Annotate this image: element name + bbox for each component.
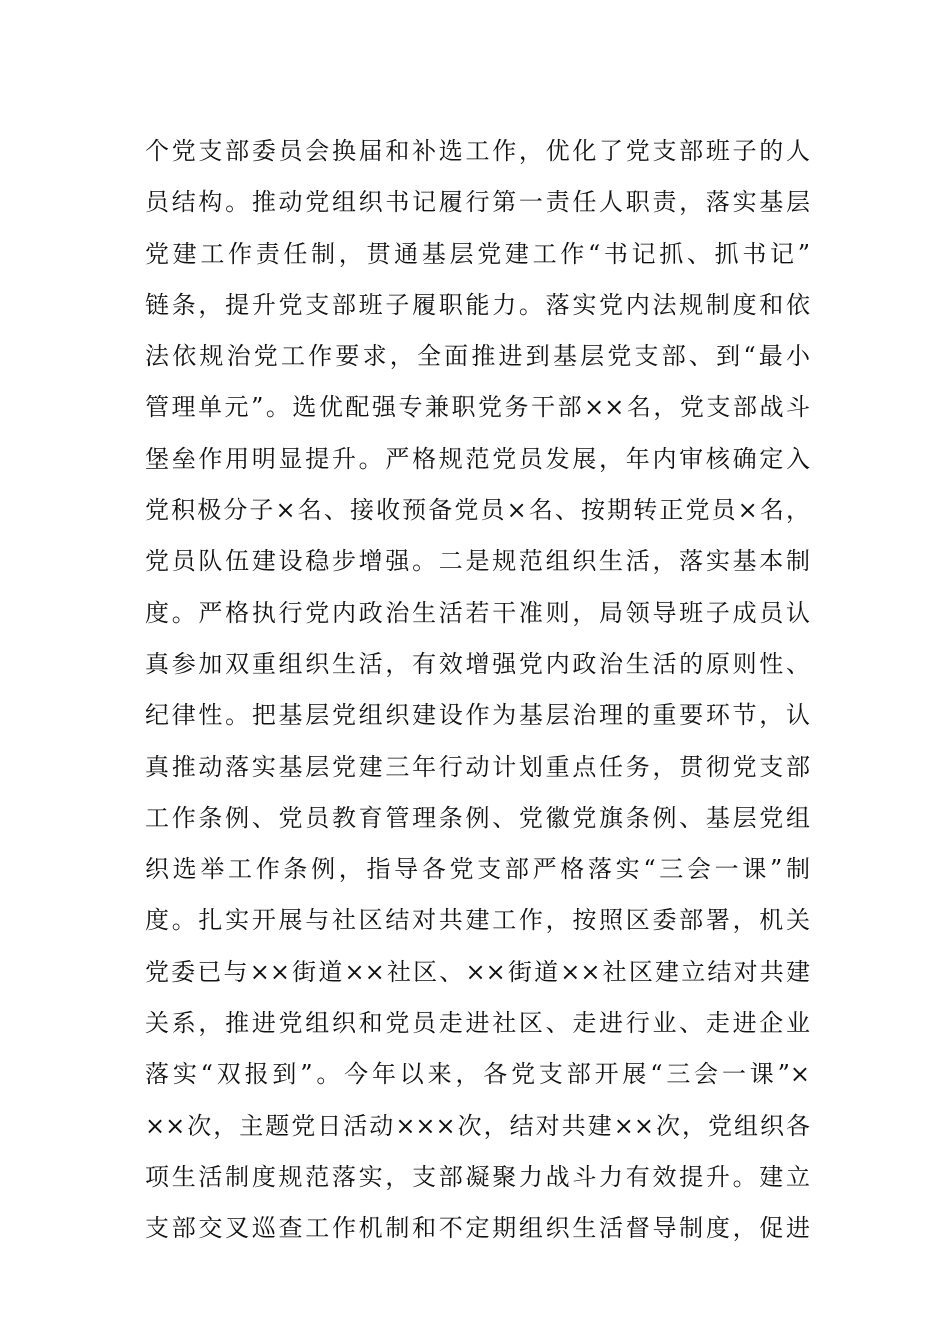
- text-line: 支部交叉巡查工作机制和不定期组织生活督导制度，促进: [145, 1214, 810, 1243]
- text-line: ××次，主题党日活动×××次，结对共建××次，党组织各: [145, 1111, 810, 1140]
- text-line: 落实“双报到”。今年以来，各党支部开展“三会一课”×: [145, 1060, 810, 1089]
- text-line: 真参加双重组织生活，有效增强党内政治生活的原则性、: [145, 649, 810, 678]
- text-line: 纪律性。把基层党组织建设作为基层治理的重要环节，认: [145, 701, 810, 730]
- text-line: 党委已与××街道××社区、××街道××社区建立结对共建: [145, 957, 810, 986]
- text-line: 项生活制度规范落实，支部凝聚力战斗力有效提升。建立: [145, 1162, 810, 1191]
- text-line: 堡垒作用明显提升。严格规范党员发展，年内审核确定入: [145, 444, 810, 473]
- text-line: 员结构。推动党组织书记履行第一责任人职责，落实基层: [145, 188, 810, 217]
- text-line: 关系，推进党组织和党员走进社区、走进行业、走进企业: [145, 1009, 810, 1038]
- text-line: 工作条例、党员教育管理条例、党徽党旗条例、基层党组: [145, 803, 810, 832]
- text-line: 真推动落实基层党建三年行动计划重点任务，贯彻党支部: [145, 752, 810, 781]
- text-line: 织选举工作条例，指导各党支部严格落实“三会一课”制: [145, 855, 810, 884]
- text-line: 管理单元”。选优配强专兼职党务干部××名，党支部战斗: [145, 393, 810, 422]
- text-line: 党员队伍建设稳步增强。二是规范组织生活，落实基本制: [145, 547, 810, 576]
- text-line: 党建工作责任制，贯通基层党建工作“书记抓、抓书记”: [145, 239, 810, 268]
- text-line: 个党支部委员会换届和补选工作，优化了党支部班子的人: [145, 137, 810, 165]
- document-body: [145, 126, 810, 1255]
- text-line: 法依规治党工作要求，全面推进到基层党支部、到“最小: [145, 342, 810, 371]
- text-line: 链条，提升党支部班子履职能力。落实党内法规制度和依: [145, 290, 810, 319]
- text-line: 度。严格执行党内政治生活若干准则，局领导班子成员认: [145, 598, 810, 627]
- text-line: 党积极分子×名、接收预备党员×名、按期转正党员×名，: [145, 496, 810, 525]
- text-line: 度。扎实开展与社区结对共建工作，按照区委部署，机关: [145, 906, 810, 935]
